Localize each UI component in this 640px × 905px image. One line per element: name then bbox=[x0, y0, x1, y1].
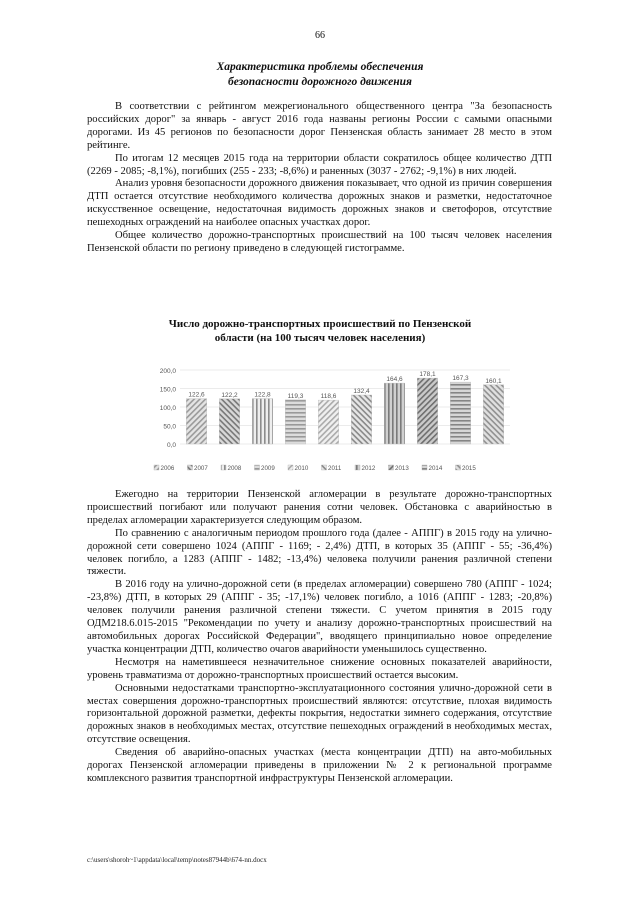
bar-2006 bbox=[186, 399, 206, 444]
page-title-line-2: безопасности дорожного движения bbox=[228, 76, 412, 88]
y-tick-label: 50,0 bbox=[163, 423, 176, 431]
legend-label-2009: 2009 bbox=[261, 465, 275, 472]
legend-swatch-2007 bbox=[188, 465, 193, 470]
data-label-2011: 132,4 bbox=[353, 388, 370, 396]
paragraph: Несмотря на наметившееся незначительное снижение основных показателей аварийности, уровень травматизма от дорожно-транспортных происшествий остается высоким. bbox=[87, 656, 552, 681]
legend-label-2015: 2015 bbox=[462, 465, 476, 472]
data-label-2009: 119,3 bbox=[287, 392, 304, 400]
data-label-2013: 178,1 bbox=[419, 371, 436, 379]
legend-label-2012: 2012 bbox=[361, 465, 376, 472]
legend-label-2008: 2008 bbox=[227, 465, 242, 472]
legend-label-2010: 2010 bbox=[294, 465, 309, 472]
bar-2007 bbox=[219, 399, 239, 444]
legend-label-2013: 2013 bbox=[395, 465, 409, 472]
paragraph: В 2016 году на улично-дорожной сети (в пределах агломерации) совершено 780 (АППГ - 1024; -23,8%) ДТП, в которых 29 (АППГ - 35; -17,1%) человек погибло, а 1016 (АППГ - 1283; -20,8%) человек получили ранения различной степени тяжести. С учетом принятия в 2015 году ОДМ218.6.015-2015 "Рекомендации по учету и анализу дорожно-транспортных происшествий на автомобильных дорогах Российской Федерации", вводящего принципиально новое определение участка концентрации ДТП, количество очагов аварийности уменьшилось существенно. bbox=[87, 579, 552, 655]
y-tick-label: 0,0 bbox=[166, 442, 176, 449]
legend-swatch-2006 bbox=[154, 465, 159, 470]
legend-swatch-2010 bbox=[288, 465, 293, 470]
bar-2009 bbox=[285, 400, 305, 444]
data-label-2015: 160,1 bbox=[485, 377, 502, 385]
data-label-2014: 167,3 bbox=[452, 375, 469, 383]
bar-2012 bbox=[384, 383, 404, 444]
intro-text bbox=[87, 101, 552, 256]
paragraph: Основными недостатками транспортно-эксплуатационного состояния улично-дорожной сети в местах совершения дорожно-транспортных происшествий являются: отсутствие, плохая видимость горизонтальной дорожной разметки, дефекты покрытия, недостатки зимнего содержания, отсутствие дорожных знаков в необходимых местах, отсутствие пешеходных ограждений в необходимых местах, отсутствие освещения. bbox=[87, 682, 552, 746]
legend-label-2007: 2007 bbox=[194, 465, 208, 472]
data-label-2007: 122,2 bbox=[221, 391, 238, 399]
paragraph: Сведения об аварийно-опасных участках (места концентрации ДТП) на авто-мобильных дорогах Пензенской агломерации приведены в приложении № 2 к региональной программе комплексного развития транспортной инфраструктуры Пензенской агломерации. bbox=[87, 747, 552, 784]
paragraph: По итогам 12 месяцев 2015 года на территории области сократилось общее количество ДТП (2269 - 2085; -8,1%), погибших (255 - 233; -8,6%) и раненных (3037 - 2762; -9,1%) в них людей. bbox=[87, 152, 552, 177]
page-number: 66 bbox=[315, 30, 325, 41]
file-path-footer: c:\users\shoroh~1\appdata\local\temp\notes87944b\674-nn.docx bbox=[87, 856, 267, 864]
agglomeration-text bbox=[87, 489, 552, 786]
bar-2013 bbox=[417, 378, 437, 444]
page-title bbox=[90, 60, 550, 90]
legend-swatch-2015 bbox=[456, 465, 461, 470]
bar-2011 bbox=[351, 395, 371, 444]
y-tick-label: 100,0 bbox=[159, 405, 176, 412]
chart-title-line-1: Число дорожно-транспортных происшествий по Пензенской bbox=[168, 318, 472, 330]
legend-label-2006: 2006 bbox=[160, 465, 175, 472]
legend-swatch-2009 bbox=[255, 465, 260, 470]
paragraph: По сравнению с аналогичным периодом прошлого года (далее - АППГ) в 2015 году на улично-дорожной сети совершено 1024 (АППГ - 1169; - 2,4%) ДТП, в которых 35 (АППГ - 55; -36,4%) человек погибло, а 1283 (АППГ - 1482; -13,4%) человека получили ранения различной степени тяжести. bbox=[87, 527, 552, 578]
legend-swatch-2014 bbox=[422, 465, 427, 470]
data-label-2010: 118,6 bbox=[320, 393, 337, 401]
bar-2008 bbox=[252, 399, 272, 444]
y-tick-label: 150,0 bbox=[159, 386, 176, 394]
legend-label-2014: 2014 bbox=[428, 465, 443, 472]
bar-2010 bbox=[318, 400, 338, 444]
chart-title bbox=[120, 317, 520, 345]
data-label-2012: 164,6 bbox=[386, 376, 403, 384]
legend-swatch-2012 bbox=[355, 465, 360, 470]
chart-title-line-2: области (на 100 тысяч человек населения) bbox=[214, 332, 426, 344]
page-title-line-1: Характеристика проблемы обеспечения bbox=[216, 61, 424, 73]
legend-label-2011: 2011 bbox=[328, 465, 342, 472]
legend-swatch-2011 bbox=[322, 465, 327, 470]
bar-2014 bbox=[450, 382, 470, 444]
legend-swatch-2013 bbox=[389, 465, 394, 470]
legend-swatch-2008 bbox=[221, 465, 226, 470]
paragraph: В соответствии с рейтингом межрегионального общественного центра "За безопасность российских дорог" за январь - август 2016 года названы регионы России с самыми опасными дорогами. Из 45 регионов по безопасности дорог Пензенская область занимает 28 место в этом рейтинге. bbox=[87, 101, 552, 151]
paragraph: Анализ уровня безопасности дорожного движения показывает, что одной из причин совершения ДТП остается отсутствие необходимого количества дорожных знаков и разметки, недостаточное искусственное освещение, недостаточная видимость дорожных знаков и светофоров, отсутствие пешеходных ограждений на наиболее опасных участках дорог. bbox=[87, 178, 552, 229]
paragraph: Общее количество дорожно-транспортных происшествий на 100 тысяч человек населения Пензенской области по региону приведено в следующей гистограмме. bbox=[87, 230, 552, 254]
dtp-bar-chart bbox=[140, 356, 520, 481]
y-tick-label: 200,0 bbox=[159, 368, 176, 375]
data-label-2006: 122,6 bbox=[188, 391, 205, 399]
paragraph: Ежегодно на территории Пензенской агломерации в результате дорожно-транспортных происшествий погибают или получают ранения сотни человек. Обстановка с аварийностью в пределах агломерации характеризуется следующим образом. bbox=[87, 489, 552, 526]
bar-2015 bbox=[483, 385, 503, 444]
data-label-2008: 122,8 bbox=[254, 391, 271, 399]
